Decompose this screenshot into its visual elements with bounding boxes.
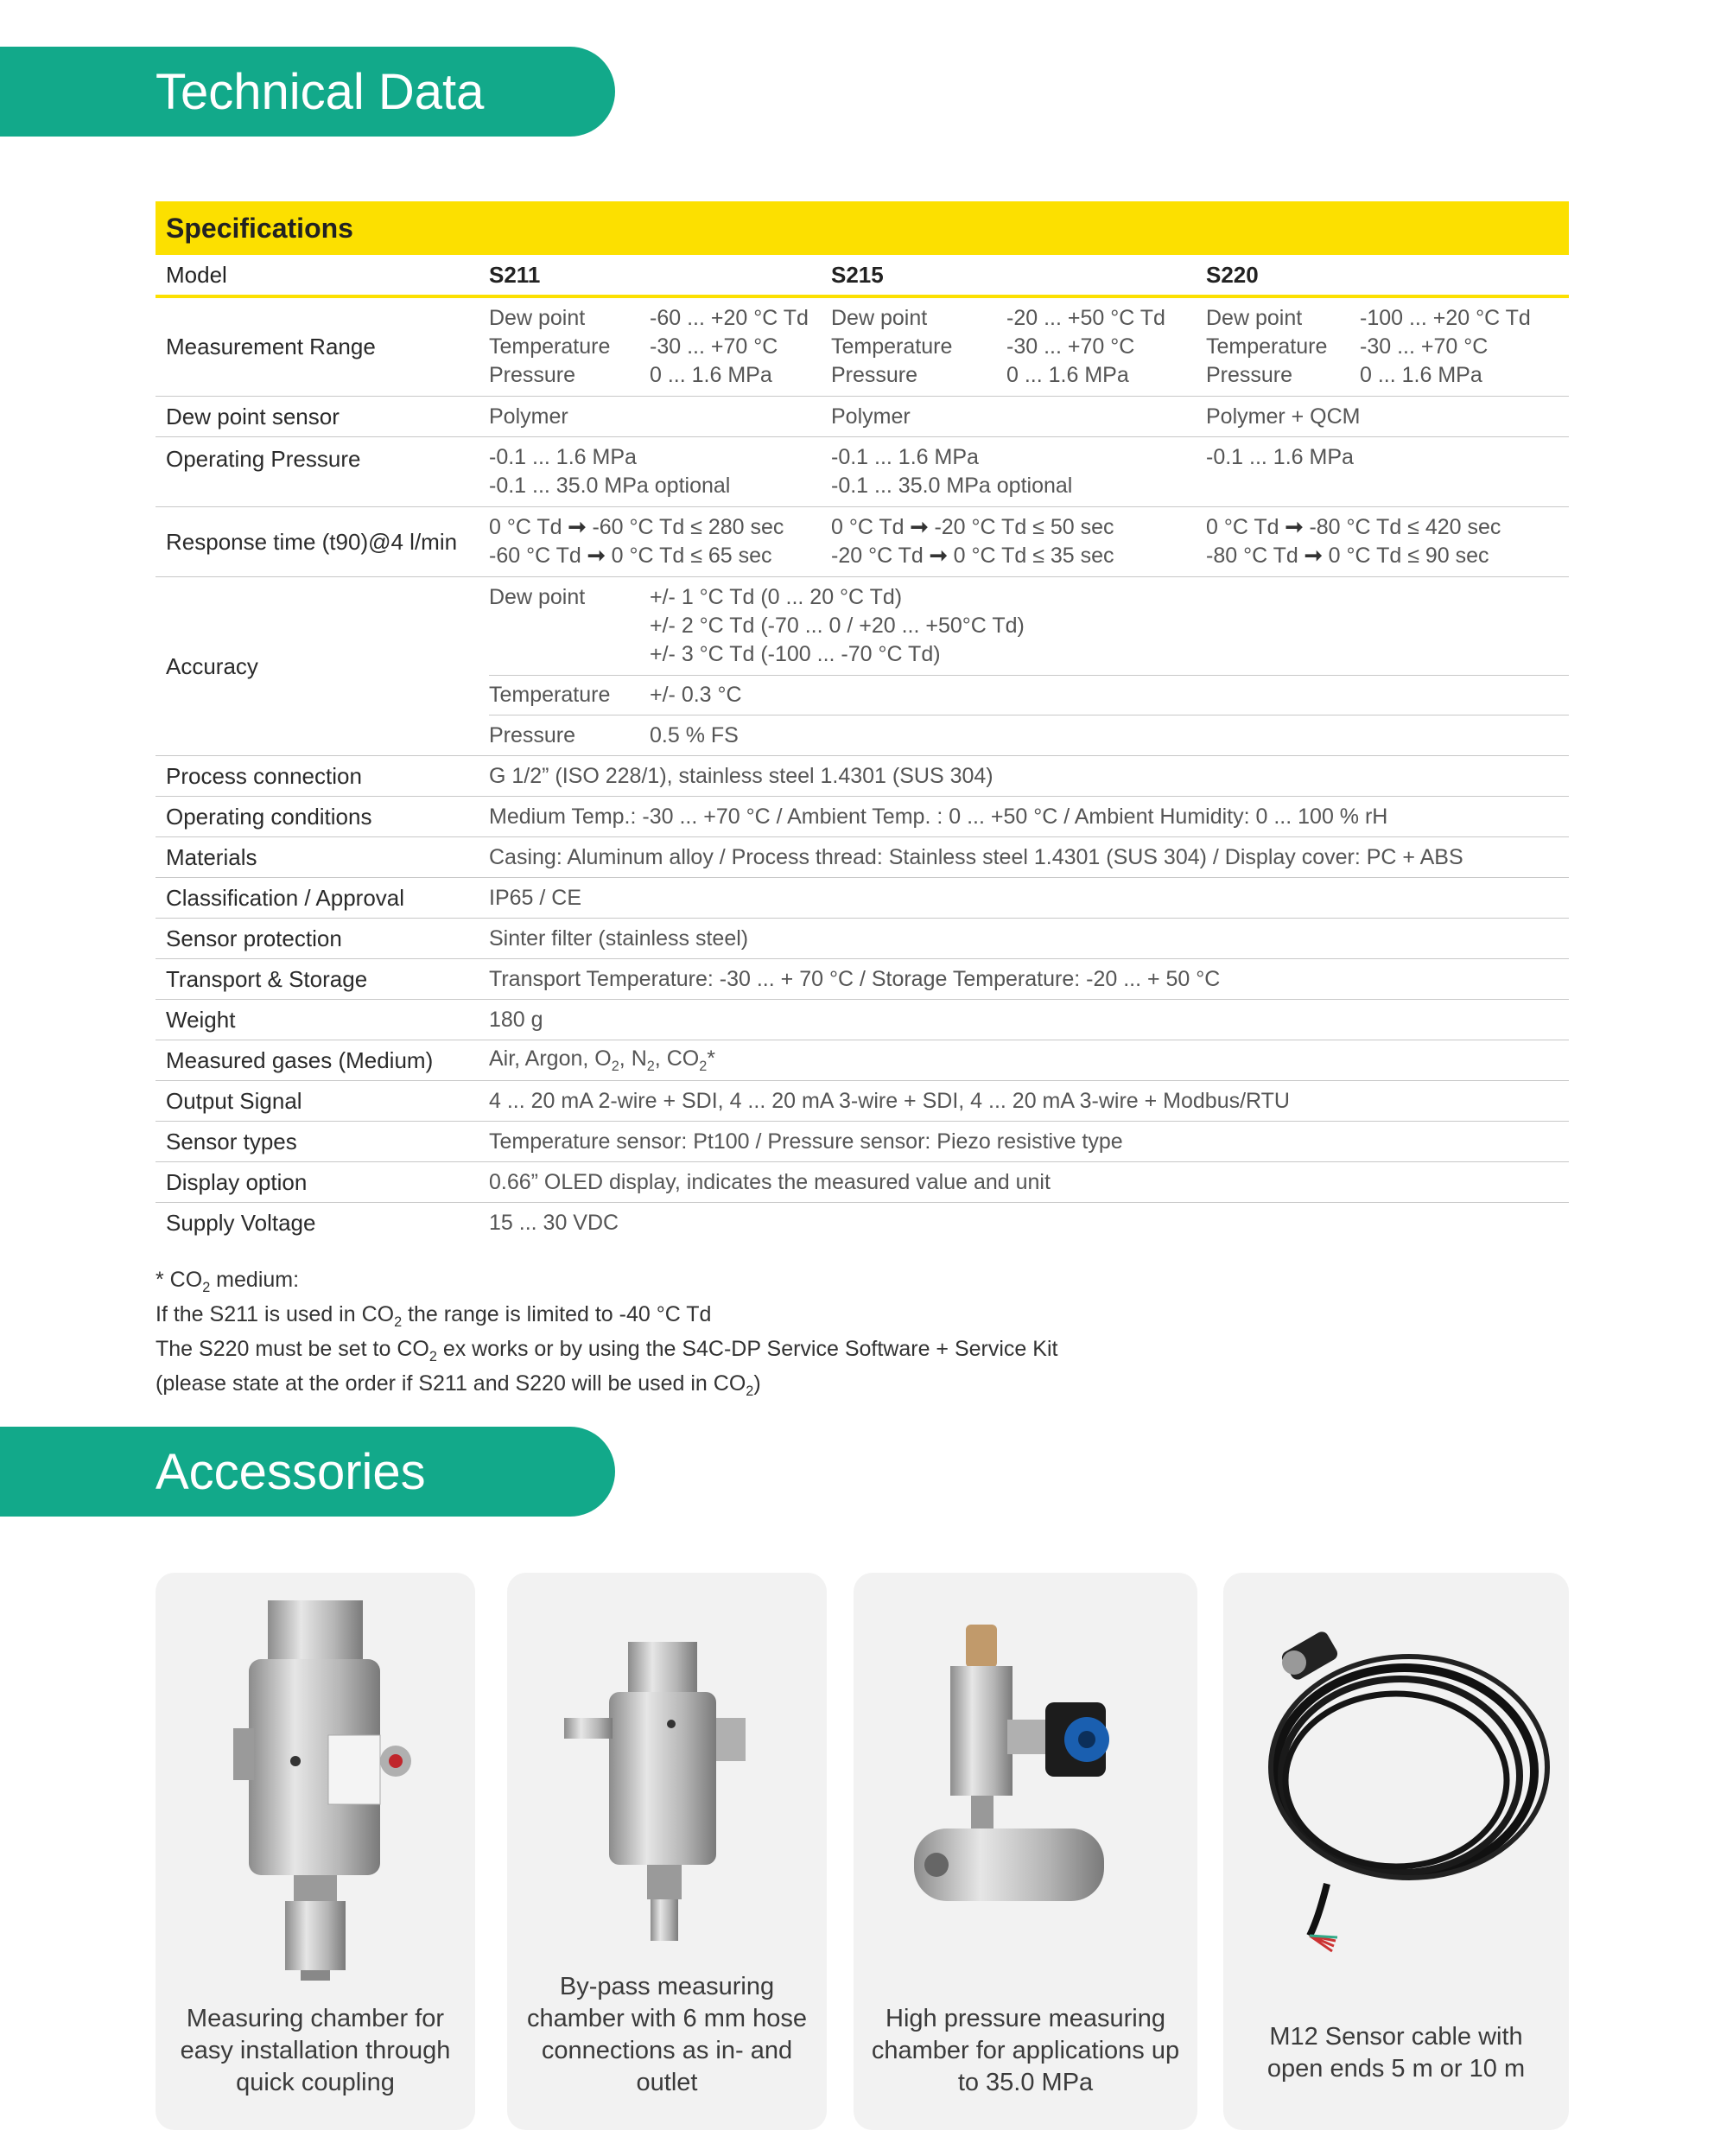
table-row — [156, 797, 1569, 837]
row-label: Operating conditions — [156, 797, 489, 837]
arrow-icon: ➞ — [1304, 544, 1323, 568]
subscript: 2 — [428, 1349, 437, 1364]
measuring-chamber-image — [156, 1573, 475, 1987]
cell: 0 ... 1.6 MPa — [650, 363, 772, 387]
note-text: medium: — [210, 1268, 300, 1292]
note-text: the range is limited to -40 °C Td — [402, 1302, 712, 1326]
cell: Sinter filter (stainless steel) — [489, 919, 1569, 959]
caption-line: quick coupling — [236, 2069, 395, 2096]
cell: G 1/2” (ISO 228/1), stainless steel 1.4301 (SUS 304) — [489, 756, 1569, 797]
caption-line: Measuring chamber for — [186, 2005, 445, 2032]
arrow-icon: ➞ — [910, 515, 929, 539]
note-text: (please state at the order if S211 and S220 will be used in CO — [156, 1371, 746, 1396]
cell: 0 ... 1.6 MPa — [1360, 363, 1482, 387]
subscript: 2 — [646, 1058, 655, 1074]
cell: -60 ... +20 °C Td — [650, 306, 809, 330]
gas-text: , CO — [654, 1046, 700, 1071]
sensor-cable-image — [1223, 1573, 1569, 1987]
cell: -20 °C Td ≤ 50 sec — [934, 515, 1114, 539]
cell: Temperature — [489, 683, 611, 707]
cell: -60 °C Td ≤ 280 sec — [592, 515, 784, 539]
cell: 0 °C Td — [1206, 515, 1279, 539]
dew-point-sensor-row — [156, 397, 1569, 437]
footnote-line — [156, 1267, 1057, 1301]
measurement-range-row — [156, 296, 1569, 397]
cell: 0.66” OLED display, indicates the measured value and unit — [489, 1162, 1569, 1203]
table-row — [156, 1000, 1569, 1040]
cell: -30 ... +70 °C — [650, 334, 778, 359]
note-text: If the S211 is used in CO — [156, 1302, 395, 1326]
caption-line: By-pass measuring — [559, 1973, 775, 2000]
cell: Temperature — [1206, 334, 1328, 359]
cell: Temperature — [831, 334, 953, 359]
accessory-card-measuring-chamber — [156, 1573, 475, 2130]
cell: 180 g — [489, 1000, 1569, 1040]
arrow-icon: ➞ — [1285, 515, 1304, 539]
cell: Dew point — [489, 306, 586, 330]
cell: -80 °C Td ≤ 420 sec — [1309, 515, 1501, 539]
cell: 0 °C Td ≤ 90 sec — [1328, 544, 1489, 568]
row-label: Measured gases (Medium) — [156, 1040, 489, 1081]
subscript: 2 — [394, 1314, 403, 1330]
row-label: Supply Voltage — [166, 1209, 316, 1236]
gas-text: Air, Argon, O — [489, 1046, 612, 1071]
spec-heading: Specifications — [156, 201, 1569, 255]
cell: IP65 / CE — [489, 878, 1569, 919]
table-row — [156, 1162, 1569, 1203]
row-label: Model — [156, 255, 489, 296]
caption-line: M12 Sensor cable with — [1269, 2023, 1523, 2051]
cell: 0 °C Td ≤ 35 sec — [953, 544, 1114, 568]
footnote-line — [156, 1336, 1057, 1371]
row-label: Weight — [156, 1000, 489, 1040]
caption-line: outlet — [636, 2069, 698, 2096]
cell: Casing: Aluminum alloy / Process thread: Stainless steel 1.4301 (SUS 304) / Display cover: PC + ABS — [489, 837, 1569, 878]
row-label: Accuracy — [156, 577, 489, 756]
note-text: * CO — [156, 1268, 203, 1292]
cell: Polymer + QCM — [1206, 397, 1569, 437]
note-text: The S220 must be set to CO — [156, 1337, 429, 1361]
row-label: Operating Pressure — [156, 437, 489, 507]
arrow-icon: ➞ — [568, 515, 587, 539]
row-label: Process connection — [156, 756, 489, 797]
caption-line: open ends 5 m or 10 m — [1266, 2055, 1526, 2083]
cell: -0.1 ... 1.6 MPa — [1206, 445, 1354, 469]
cell: Temperature sensor: Pt100 / Pressure sensor: Piezo resistive type — [489, 1122, 1569, 1162]
caption-line: to 35.0 MPa — [957, 2069, 1094, 2096]
model-s211: S211 — [489, 255, 831, 296]
table-row — [156, 756, 1569, 797]
cell: Pressure — [831, 363, 918, 387]
caption-line: easy installation through — [180, 2037, 451, 2064]
cell: -0.1 ... 35.0 MPa optional — [489, 474, 731, 498]
row-label: Dew point sensor — [156, 397, 489, 437]
technical-data-banner — [0, 47, 615, 137]
accessory-caption — [524, 1971, 809, 2099]
cell: Dew point — [1206, 306, 1303, 330]
accessories-banner — [0, 1427, 615, 1517]
gas-text: , N — [619, 1046, 647, 1071]
accessory-caption — [1241, 2021, 1552, 2085]
subscript: 2 — [202, 1280, 211, 1295]
table-row — [156, 959, 1569, 1000]
table-row — [156, 837, 1569, 878]
cell: +/- 3 °C Td (-100 ... -70 °C Td) — [650, 642, 941, 666]
cell: 4 ... 20 mA 2-wire + SDI, 4 ... 20 mA 3-wire + SDI, 4 ... 20 mA 3-wire + Modbus/RTU — [489, 1081, 1569, 1122]
cell: -30 ... +70 °C — [1006, 334, 1135, 359]
arrow-icon: ➞ — [587, 544, 606, 568]
footnotes — [156, 1267, 1057, 1405]
cell: Polymer — [831, 397, 1206, 437]
cell: -20 ... +50 °C Td — [1006, 306, 1165, 330]
cell: -60 °C Td — [489, 544, 581, 568]
cell: Pressure — [489, 722, 576, 747]
accessory-caption — [871, 2003, 1180, 2099]
cell: Dew point — [831, 306, 928, 330]
cell: -0.1 ... 1.6 MPa — [489, 445, 637, 469]
model-s215: S215 — [831, 255, 1206, 296]
subscript: 2 — [611, 1058, 619, 1074]
note-text: ) — [753, 1371, 761, 1396]
accessory-card-bypass-chamber — [507, 1573, 827, 2130]
table-row — [156, 1203, 1569, 1243]
row-label: Display option — [156, 1162, 489, 1203]
cell: Polymer — [489, 397, 831, 437]
caption-line: chamber for applications up — [871, 2037, 1180, 2064]
accessory-card-high-pressure-chamber — [854, 1573, 1197, 2130]
cell: -30 ... +70 °C — [1360, 334, 1489, 359]
row-label: Sensor protection — [156, 919, 489, 959]
note-text: ex works or by using the S4C-DP Service Software + Service Kit — [436, 1337, 1058, 1361]
row-label: Output Signal — [156, 1081, 489, 1122]
operating-pressure-row — [156, 437, 1569, 507]
cell: +/- 1 °C Td (0 ... 20 °C Td) — [650, 585, 903, 609]
model-row — [156, 255, 1569, 296]
cell: +/- 2 °C Td (-70 ... 0 / +20 ... +50°C Td) — [650, 614, 1025, 638]
cell — [489, 1040, 1569, 1081]
cell: 0.5 % FS — [650, 722, 739, 747]
cell: 0 ... 1.6 MPa — [1006, 363, 1129, 387]
table-row — [156, 1081, 1569, 1122]
footnote-line — [156, 1371, 1057, 1405]
subscript: 2 — [699, 1058, 708, 1074]
accessory-caption — [173, 2003, 458, 2099]
cell: -80 °C Td — [1206, 544, 1298, 568]
cell: 0 °C Td ≤ 65 sec — [611, 544, 772, 568]
footnote-line — [156, 1301, 1057, 1336]
high-pressure-chamber-image — [854, 1573, 1197, 1953]
accessory-card-sensor-cable — [1223, 1573, 1569, 2130]
model-s220: S220 — [1206, 255, 1569, 296]
cell: -20 °C Td — [831, 544, 924, 568]
subscript: 2 — [746, 1383, 754, 1399]
measured-gases-row — [156, 1040, 1569, 1081]
cell: 0 °C Td — [489, 515, 562, 539]
row-label: Sensor types — [156, 1122, 489, 1162]
row-label: Materials — [156, 837, 489, 878]
table-row — [156, 878, 1569, 919]
arrow-icon: ➞ — [929, 544, 948, 568]
row-label: Transport & Storage — [156, 959, 489, 1000]
section-title: Accessories — [156, 1443, 426, 1500]
response-time-row — [156, 507, 1569, 577]
footnote-mark: * — [707, 1046, 715, 1071]
cell: -100 ... +20 °C Td — [1360, 306, 1531, 330]
cell: Pressure — [1206, 363, 1293, 387]
cell: -0.1 ... 35.0 MPa optional — [831, 474, 1073, 498]
cell: Pressure — [489, 363, 576, 387]
cell: Dew point — [489, 585, 586, 609]
cell: Transport Temperature: -30 ... + 70 °C / Storage Temperature: -20 ... + 50 °C — [489, 959, 1569, 1000]
cell: +/- 0.3 °C — [650, 683, 742, 707]
table-row — [156, 919, 1569, 959]
specifications-table — [156, 201, 1569, 1243]
row-label: Classification / Approval — [156, 878, 489, 919]
accuracy-row — [156, 577, 1569, 676]
caption-line: High pressure measuring — [886, 2005, 1165, 2032]
cell: 15 ... 30 VDC — [489, 1210, 619, 1235]
table-row — [156, 1122, 1569, 1162]
caption-line: connections as in- and — [541, 2037, 793, 2064]
bypass-chamber-image — [507, 1573, 827, 1953]
cell: 0 °C Td — [831, 515, 905, 539]
cell: Temperature — [489, 334, 611, 359]
row-label: Measurement Range — [156, 296, 489, 397]
cell: -0.1 ... 1.6 MPa — [831, 445, 979, 469]
cell: Medium Temp.: -30 ... +70 °C / Ambient Temp. : 0 ... +50 °C / Ambient Humidity: 0 ... 100 % rH — [489, 797, 1569, 837]
section-title: Technical Data — [156, 63, 485, 120]
caption-line: chamber with 6 mm hose — [527, 2005, 807, 2032]
row-label: Response time (t90)@4 l/min — [156, 507, 489, 577]
